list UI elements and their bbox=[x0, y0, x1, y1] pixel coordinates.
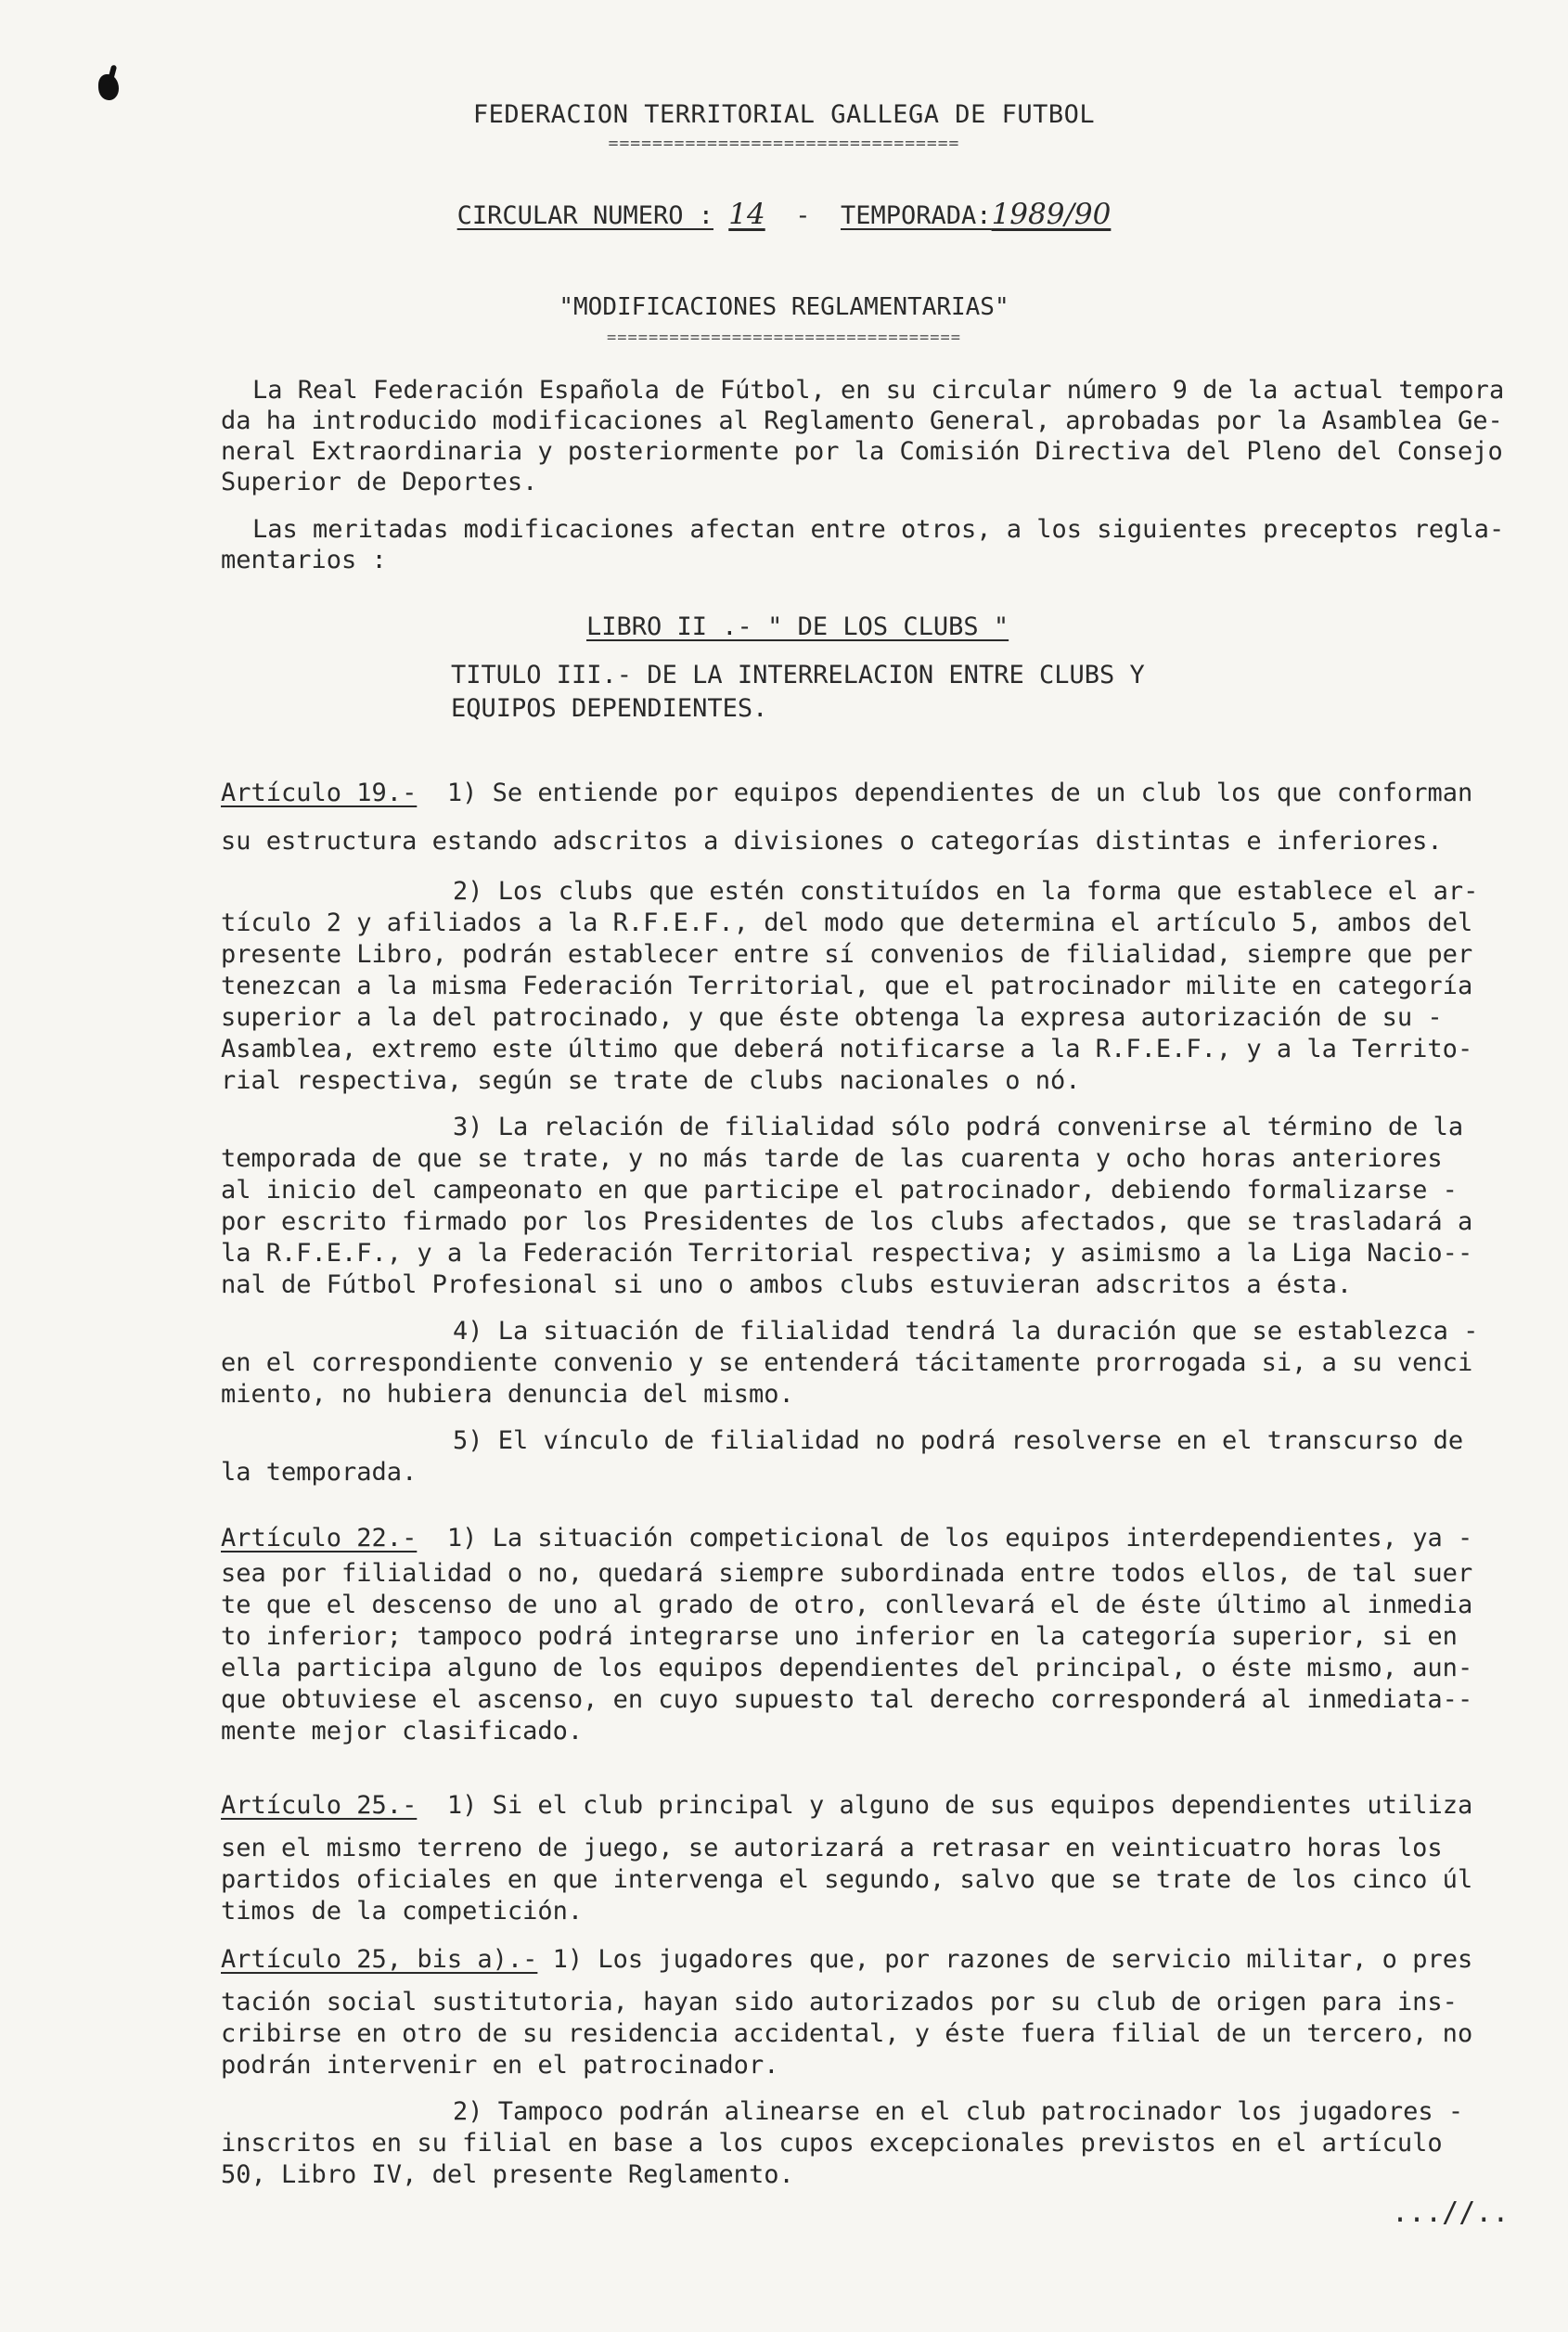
text-line: te que el descenso de uno al grado de otro, conllevará el de éste último al inmedia bbox=[221, 1591, 1473, 1619]
subject-title: "MODIFICACIONES REGLAMENTARIAS" bbox=[559, 293, 1009, 321]
circular-line bbox=[0, 198, 1568, 231]
text-line: 1) Si el club principal y alguno de sus equipos dependientes utiliza bbox=[446, 1791, 1473, 1820]
continuation-mark: ...//.. bbox=[1392, 2197, 1510, 2229]
season-label: TEMPORADA: bbox=[841, 201, 992, 230]
federation-title: FEDERACION TERRITORIAL GALLEGA DE FUTBOL bbox=[472, 100, 1096, 129]
article-25 bbox=[221, 1790, 1472, 1927]
text-line: tenezcan a la misma Federación Territorial, que el patrocinador milite en categoría bbox=[221, 972, 1473, 1000]
text-line: por escrito firmado por los Presidentes de los clubs afectados, que se trasladará a bbox=[221, 1207, 1473, 1236]
text-line: presente Libro, podrán establecer entre sí convenios de filialidad, siempre que per bbox=[221, 940, 1473, 969]
text-line: to inferior; tampoco podrá integrarse uno inferior en la categoría superior, si en bbox=[221, 1622, 1458, 1651]
text-line: 1) Los jugadores que, por razones de servicio militar, o pres bbox=[552, 1945, 1473, 1974]
text-line bbox=[221, 778, 1478, 809]
text-line: rial respectiva, según se trate de clubs nacionales o nó. bbox=[221, 1066, 1081, 1095]
circular-number: 14 bbox=[728, 198, 765, 231]
text-line bbox=[221, 1790, 1472, 1822]
text-line: 3) La relación de filialidad sólo podrá convenirse al término de la bbox=[453, 1113, 1464, 1141]
text-line: tación social sustitutoria, hayan sido autorizados por su club de origen para ins- bbox=[221, 1988, 1458, 2016]
text-line: 2) Tampoco podrán alinearse en el club patrocinador los jugadores - bbox=[453, 2097, 1464, 2126]
text-line: sea por filialidad o no, quedará siempre subordinada entre todos ellos, de tal suer bbox=[221, 1559, 1473, 1588]
text-line: la R.F.E.F., y a la Federación Territorial respectiva; y asimismo a la Liga Nacio-- bbox=[221, 1239, 1473, 1268]
text-line: 1) Se entiende por equipos dependientes de un club los que conforman bbox=[446, 779, 1473, 807]
article-19-paragraph-3 bbox=[221, 1112, 1478, 1301]
article-19-paragraph-2 bbox=[221, 876, 1478, 1097]
text-line: miento, no hubiera denuncia del mismo. bbox=[221, 1380, 794, 1409]
text-line: sen el mismo terreno de juego, se autorizará a retrasar en veinticuatro horas los bbox=[221, 1834, 1443, 1862]
text-line: la temporada. bbox=[221, 1458, 418, 1487]
text-line: su estructura estando adscritos a divisiones o categorías distintas e inferiores. bbox=[221, 827, 1443, 856]
circular-label: CIRCULAR NUMERO : bbox=[456, 201, 713, 230]
text-line bbox=[221, 1944, 1472, 1976]
text-line: nal de Fútbol Profesional si uno o ambos clubs estuvieran adscritos a ésta. bbox=[221, 1270, 1353, 1299]
text-line: 2) Los clubs que estén constituídos en la forma que establece el ar- bbox=[453, 877, 1479, 906]
article-heading: Artículo 22.- bbox=[221, 1524, 418, 1553]
text-line: Asamblea, extremo este último que deberá notificarse a la R.F.E.F., y a la Territo- bbox=[221, 1035, 1473, 1063]
article-19-paragraph-4 bbox=[221, 1316, 1478, 1411]
text-line: 50, Libro IV, del presente Reglamento. bbox=[221, 2160, 794, 2189]
text-line: La Real Federación Española de Fútbol, en su circular número 9 de la actual tempora bbox=[252, 376, 1505, 405]
article-25-bis bbox=[221, 1944, 1472, 2191]
title-underline-rule: ================================ bbox=[608, 134, 960, 153]
text-line: 4) La situación de filialidad tendrá la duración que se establezca - bbox=[453, 1317, 1479, 1346]
article-22 bbox=[221, 1523, 1472, 1747]
text-line: cribirse en otro de su residencia accidental, y éste fuera filial de un tercero, no bbox=[221, 2019, 1473, 2048]
text-line: 1) La situación competicional de los equipos interdependientes, ya - bbox=[446, 1524, 1473, 1553]
article-19 bbox=[221, 778, 1478, 1488]
intro-paragraph-2 bbox=[221, 514, 1529, 575]
subject-underline-rule: ================================== bbox=[607, 329, 961, 347]
season-value: 1989/90 bbox=[991, 198, 1112, 231]
text-line: EQUIPOS DEPENDIENTES. bbox=[451, 694, 768, 723]
text-line: que obtuviese el ascenso, en cuyo supuesto tal derecho corresponderá al inmediata-- bbox=[221, 1685, 1473, 1714]
text-line: podrán intervenir en el patrocinador. bbox=[221, 2051, 779, 2080]
text-line: mentarios : bbox=[221, 546, 387, 574]
article-heading: Artículo 25.- bbox=[221, 1791, 418, 1820]
text-line: mente mejor clasificado. bbox=[221, 1717, 584, 1746]
text-line: partidos oficiales en que intervenga el segundo, salvo que se trate de los cinco úl bbox=[221, 1865, 1473, 1894]
text-line: timos de la competición. bbox=[221, 1897, 584, 1926]
text-line: neral Extraordinaria y posteriormente por la Comisión Directiva del Pleno del Consejo bbox=[221, 437, 1503, 466]
text-line: ella participa alguno de los equipos dependientes del principal, o éste mismo, aun- bbox=[221, 1654, 1473, 1682]
libro-heading: LIBRO II .- " DE LOS CLUBS " bbox=[586, 612, 1009, 641]
intro-paragraph-1 bbox=[221, 375, 1529, 497]
circular-separator: - bbox=[795, 201, 811, 230]
text-line: da ha introducido modificaciones al Reglamento General, aprobadas por la Asamblea Ge- bbox=[221, 406, 1503, 435]
article-heading: Artículo 19.- bbox=[221, 779, 418, 807]
text-line: superior a la del patrocinado, y que éste obtenga la expresa autorización de su - bbox=[221, 1003, 1443, 1032]
article-19-paragraph-5 bbox=[221, 1425, 1478, 1488]
text-line: TITULO III.- DE LA INTERRELACION ENTRE CLUBS Y bbox=[451, 661, 1145, 689]
text-line: inscritos en su filial en base a los cupos excepcionales previstos en el artículo bbox=[221, 2129, 1443, 2158]
text-line: Las meritadas modificaciones afectan entre otros, a los siguientes preceptos regla- bbox=[252, 515, 1505, 544]
text-line: Superior de Deportes. bbox=[221, 468, 538, 496]
titulo-heading bbox=[451, 659, 1145, 726]
article-25-bis-paragraph-2 bbox=[221, 2096, 1472, 2191]
text-line: tículo 2 y afiliados a la R.F.E.F., del modo que determina el artículo 5, ambos del bbox=[221, 908, 1473, 937]
article-heading: Artículo 25, bis a).- bbox=[221, 1945, 538, 1974]
text-line: al inicio del campeonato en que participe el patrocinador, debiendo formalizarse - bbox=[221, 1176, 1458, 1205]
text-line bbox=[221, 1523, 1472, 1554]
text-line: en el correspondiente convenio y se entenderá tácitamente prorrogada si, a su venci bbox=[221, 1348, 1473, 1377]
text-line: 5) El vínculo de filialidad no podrá resolverse en el transcurso de bbox=[453, 1426, 1464, 1455]
text-line: temporada de que se trate, y no más tarde de las cuarenta y ocho horas anteriores bbox=[221, 1144, 1443, 1173]
